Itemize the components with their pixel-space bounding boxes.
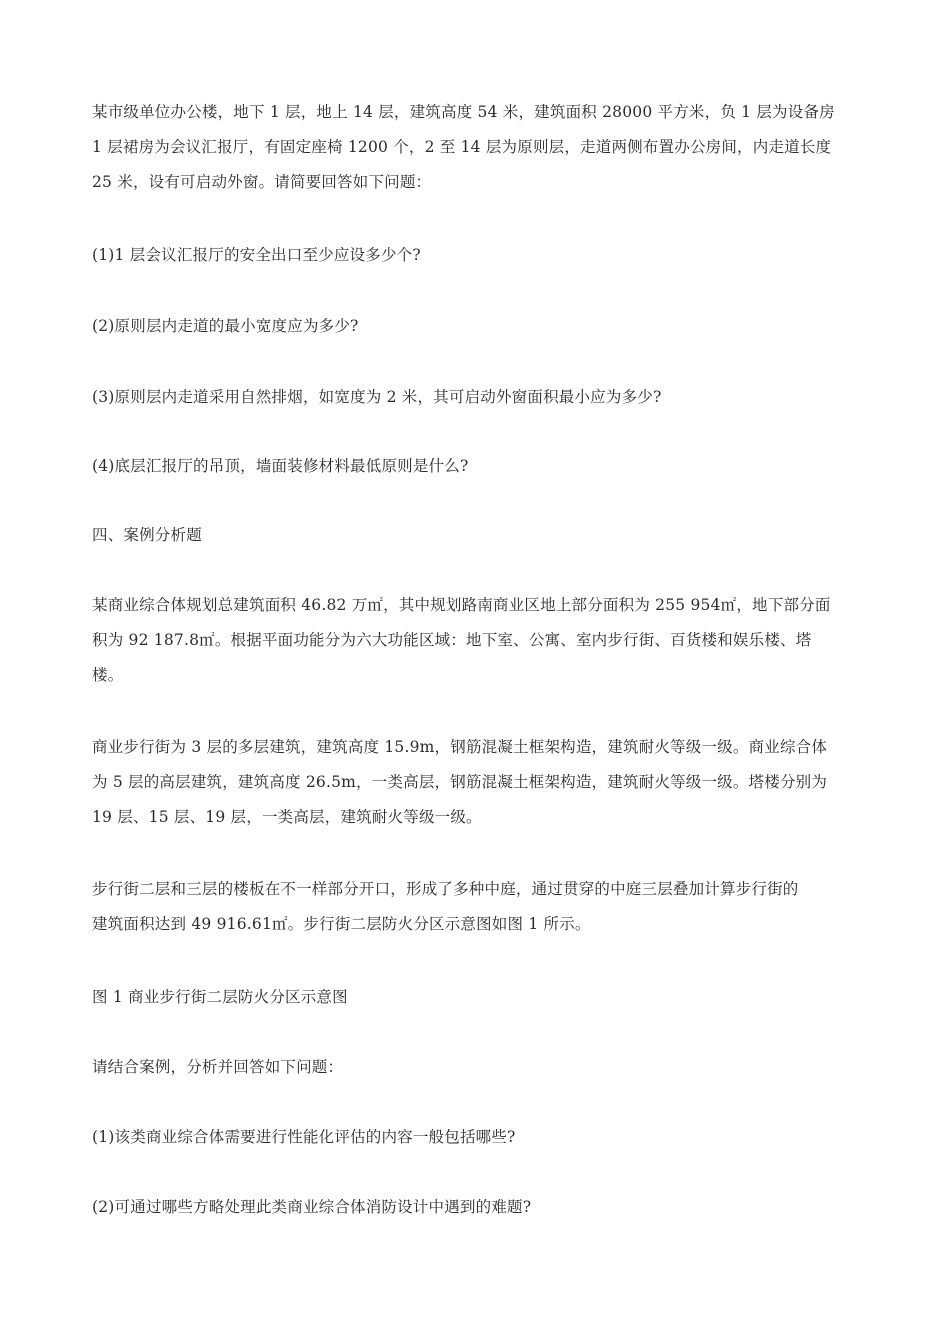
case-paragraph-2: [92, 730, 864, 835]
text-line: 建筑面积达到 49 916.61㎡。步行街二层防火分区示意图如图 1 所示。: [92, 915, 591, 933]
case-question-2: (2)可通过哪些方略处理此类商业综合体消防设计中遇到的难题?: [92, 1198, 532, 1216]
text-line: 25 米，设有可启动外窗。请简要回答如下问题：: [92, 173, 432, 191]
text-line: 步行街二层和三层的楼板在不一样部分开口，形成了多种中庭，通过贯穿的中庭三层叠加计算步行街的: [92, 880, 799, 898]
question-2: (2)原则层内走道的最小宽度应为多少?: [92, 317, 359, 335]
case-paragraph-3: [92, 872, 864, 942]
text-line: 楼。: [92, 666, 124, 684]
figure-caption: 图 1 商业步行街二层防火分区示意图: [92, 988, 348, 1006]
text-line: 商业步行街为 3 层的多层建筑，建筑高度 15.9m，钢筋混凝土框架构造，建筑耐火等级一级。商业综合体: [92, 738, 828, 756]
case-paragraph-1: [92, 588, 864, 693]
case-intro-paragraph: [92, 95, 864, 200]
question-1: (1)1 层会议汇报厅的安全出口至少应设多少个?: [92, 246, 421, 264]
question-4: (4)底层汇报厅的吊顶，墙面装修材料最低原则是什么?: [92, 457, 469, 475]
text-line: 为 5 层的高层建筑，建筑高度 26.5m，一类高层，钢筋混凝土框架构造，建筑耐火等级一级。塔楼分别为: [92, 773, 828, 791]
text-line: 某商业综合体规划总建筑面积 46.82 万㎡，其中规划路南商业区地上部分面积为 255 954㎡，地下部分面: [92, 596, 831, 614]
answer-prompt: 请结合案例，分析并回答如下问题：: [92, 1058, 344, 1076]
section-heading: 四、案例分析题: [92, 526, 202, 544]
text-line: 某市级单位办公楼，地下 1 层，地上 14 层，建筑高度 54 米，建筑面积 28000 平方米，负 1 层为设备房: [92, 103, 835, 121]
text-line: 19 层、15 层、19 层，一类高层，建筑耐火等级一级。: [92, 808, 482, 826]
case-question-1: (1)该类商业综合体需要进行性能化评估的内容一般包括哪些?: [92, 1128, 516, 1146]
question-3: (3)原则层内走道采用自然排烟，如宽度为 2 米，其可启动外窗面积最小应为多少?: [92, 388, 662, 406]
text-line: 1 层裙房为会议汇报厅，有固定座椅 1200 个，2 至 14 层为原则层，走道两侧布置办公房间，内走道长度: [92, 138, 832, 156]
text-line: 积为 92 187.8㎡。根据平面功能分为六大功能区域：地下室、公寓、室内步行街、百货楼和娱乐楼、塔: [92, 631, 812, 649]
